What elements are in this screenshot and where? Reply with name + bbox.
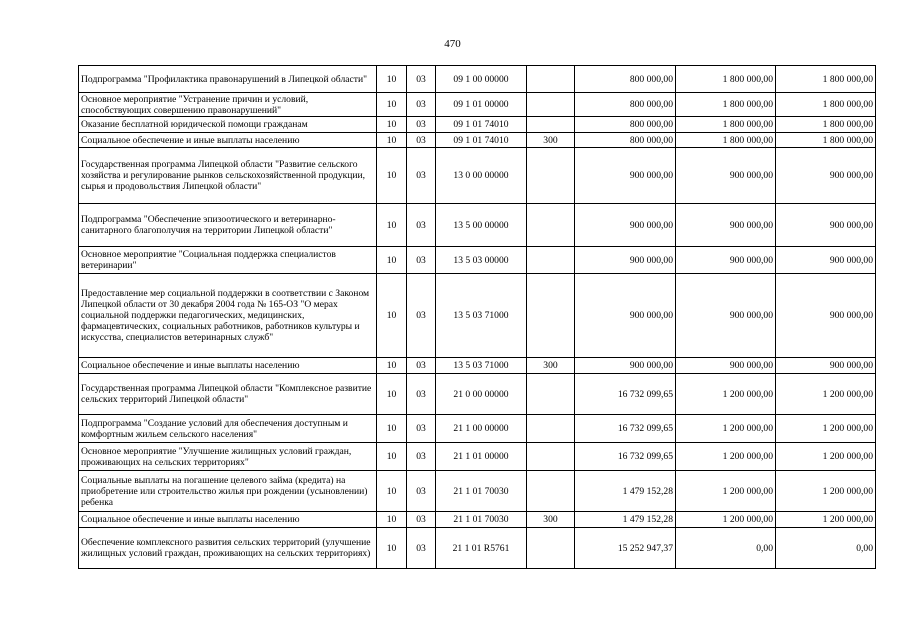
- amount-year-2: 1 200 000,00: [676, 443, 776, 471]
- subsection-code: 03: [407, 374, 436, 415]
- target-article-code: 13 5 00 00000: [436, 204, 527, 247]
- amount-year-3: 900 000,00: [776, 148, 876, 204]
- table-row: [79, 471, 876, 512]
- subsection-code: 03: [407, 117, 436, 133]
- subsection-code: 03: [407, 528, 436, 569]
- row-name: Подпрограмма "Профилактика правонарушений в Липецкой области": [79, 66, 377, 93]
- table-row: [79, 247, 876, 274]
- target-article-code: 13 5 03 00000: [436, 247, 527, 274]
- amount-year-1: 15 252 947,37: [575, 528, 676, 569]
- subsection-code: 03: [407, 204, 436, 247]
- amount-year-3: 1 200 000,00: [776, 443, 876, 471]
- amount-year-2: 1 800 000,00: [676, 93, 776, 117]
- row-name: Социальное обеспечение и иные выплаты населению: [79, 512, 377, 528]
- amount-year-3: 900 000,00: [776, 247, 876, 274]
- amount-year-3: 900 000,00: [776, 358, 876, 374]
- amount-year-2: 900 000,00: [676, 148, 776, 204]
- subsection-code: 03: [407, 133, 436, 148]
- subsection-code: 03: [407, 93, 436, 117]
- expense-type-code: 300: [527, 512, 575, 528]
- section-code: 10: [377, 148, 407, 204]
- row-name: Государственная программа Липецкой области "Развитие сельского хозяйства и регулирование рынков сельскохозяйственной продукции, сырья и продовольствия Липецкой области": [79, 148, 377, 204]
- row-name: Оказание бесплатной юридической помощи гражданам: [79, 117, 377, 133]
- amount-year-2: 900 000,00: [676, 247, 776, 274]
- page-number: 470: [444, 38, 461, 50]
- table-row: [79, 117, 876, 133]
- row-name: Государственная программа Липецкой области "Комплексное развитие сельских территорий Липецкой области": [79, 374, 377, 415]
- amount-year-1: 900 000,00: [575, 148, 676, 204]
- expense-type-code: [527, 274, 575, 358]
- target-article-code: 21 1 01 70030: [436, 512, 527, 528]
- amount-year-3: 900 000,00: [776, 204, 876, 247]
- amount-year-1: 16 732 099,65: [575, 415, 676, 443]
- amount-year-1: 800 000,00: [575, 66, 676, 93]
- target-article-code: 21 1 01 00000: [436, 443, 527, 471]
- amount-year-1: 800 000,00: [575, 133, 676, 148]
- row-name: Подпрограмма "Создание условий для обеспечения доступным и комфортным жильем сельского населения": [79, 415, 377, 443]
- amount-year-3: 1 200 000,00: [776, 374, 876, 415]
- section-code: 10: [377, 204, 407, 247]
- amount-year-2: 900 000,00: [676, 358, 776, 374]
- row-name: Предоставление мер социальной поддержки в соответствии с Законом Липецкой области от 30 декабря 2004 года № 165-ОЗ "О мерах социальной поддержки педагогических, медицинских, фармацевтических, социальных работников, работников культуры и искусства, специалистов ветеринарных служб": [79, 274, 377, 358]
- row-name: Обеспечение комплексного развития сельских территорий (улучшение жилищных условий граждан, проживающих на сельских территориях): [79, 528, 377, 569]
- subsection-code: 03: [407, 247, 436, 274]
- section-code: 10: [377, 133, 407, 148]
- amount-year-2: 1 200 000,00: [676, 374, 776, 415]
- expense-type-code: [527, 374, 575, 415]
- row-name: Социальные выплаты на погашение целевого займа (кредита) на приобретение или строительство жилья при рождении (усыновлении) ребенка: [79, 471, 377, 512]
- subsection-code: 03: [407, 471, 436, 512]
- row-name: Социальное обеспечение и иные выплаты населению: [79, 358, 377, 374]
- section-code: 10: [377, 443, 407, 471]
- amount-year-2: 1 200 000,00: [676, 512, 776, 528]
- amount-year-1: 16 732 099,65: [575, 443, 676, 471]
- table-row: [79, 274, 876, 358]
- expense-type-code: [527, 471, 575, 512]
- row-name: Основное мероприятие "Устранение причин и условий, способствующих совершению правонарушений": [79, 93, 377, 117]
- amount-year-3: 1 800 000,00: [776, 133, 876, 148]
- amount-year-1: 800 000,00: [575, 117, 676, 133]
- target-article-code: 21 1 00 00000: [436, 415, 527, 443]
- section-code: 10: [377, 471, 407, 512]
- table-row: [79, 93, 876, 117]
- amount-year-2: 900 000,00: [676, 274, 776, 358]
- section-code: 10: [377, 117, 407, 133]
- amount-year-3: 1 200 000,00: [776, 415, 876, 443]
- section-code: 10: [377, 358, 407, 374]
- target-article-code: 13 5 03 71000: [436, 358, 527, 374]
- subsection-code: 03: [407, 274, 436, 358]
- subsection-code: 03: [407, 148, 436, 204]
- section-code: 10: [377, 528, 407, 569]
- subsection-code: 03: [407, 512, 436, 528]
- amount-year-1: 16 732 099,65: [575, 374, 676, 415]
- table-row: [79, 358, 876, 374]
- amount-year-2: 1 800 000,00: [676, 117, 776, 133]
- expense-type-code: [527, 247, 575, 274]
- section-code: 10: [377, 93, 407, 117]
- section-code: 10: [377, 247, 407, 274]
- subsection-code: 03: [407, 358, 436, 374]
- amount-year-3: 1 200 000,00: [776, 471, 876, 512]
- target-article-code: 21 1 01 70030: [436, 471, 527, 512]
- subsection-code: 03: [407, 415, 436, 443]
- target-article-code: 09 1 00 00000: [436, 66, 527, 93]
- subsection-code: 03: [407, 443, 436, 471]
- amount-year-1: 800 000,00: [575, 93, 676, 117]
- amount-year-2: 1 200 000,00: [676, 471, 776, 512]
- amount-year-3: 900 000,00: [776, 274, 876, 358]
- amount-year-1: 900 000,00: [575, 358, 676, 374]
- section-code: 10: [377, 66, 407, 93]
- expense-type-code: [527, 93, 575, 117]
- table-row: [79, 443, 876, 471]
- row-name: Основное мероприятие "Улучшение жилищных условий граждан, проживающих на сельских территориях": [79, 443, 377, 471]
- target-article-code: 13 5 03 71000: [436, 274, 527, 358]
- amount-year-2: 0,00: [676, 528, 776, 569]
- expense-type-code: 300: [527, 133, 575, 148]
- target-article-code: 13 0 00 00000: [436, 148, 527, 204]
- table-row: [79, 66, 876, 93]
- row-name: Социальное обеспечение и иные выплаты населению: [79, 133, 377, 148]
- table-row: [79, 133, 876, 148]
- amount-year-1: 1 479 152,28: [575, 471, 676, 512]
- amount-year-2: 1 800 000,00: [676, 133, 776, 148]
- target-article-code: 21 1 01 R5761: [436, 528, 527, 569]
- amount-year-3: 1 800 000,00: [776, 66, 876, 93]
- amount-year-1: 900 000,00: [575, 274, 676, 358]
- subsection-code: 03: [407, 66, 436, 93]
- expense-type-code: [527, 117, 575, 133]
- target-article-code: 09 1 01 00000: [436, 93, 527, 117]
- table-row: [79, 528, 876, 569]
- amount-year-3: 1 800 000,00: [776, 93, 876, 117]
- expense-type-code: [527, 443, 575, 471]
- amount-year-1: 1 479 152,28: [575, 512, 676, 528]
- expense-type-code: [527, 148, 575, 204]
- section-code: 10: [377, 374, 407, 415]
- table-row: [79, 204, 876, 247]
- row-name: Подпрограмма "Обеспечение эпизоотического и ветеринарно-санитарного благополучия на территории Липецкой области": [79, 204, 377, 247]
- expense-type-code: [527, 528, 575, 569]
- amount-year-2: 1 800 000,00: [676, 66, 776, 93]
- amount-year-3: 1 800 000,00: [776, 117, 876, 133]
- table-row: [79, 374, 876, 415]
- expense-type-code: [527, 204, 575, 247]
- table-row: [79, 415, 876, 443]
- table-row: [79, 512, 876, 528]
- section-code: 10: [377, 415, 407, 443]
- table-row: [79, 148, 876, 204]
- amount-year-3: 1 200 000,00: [776, 512, 876, 528]
- target-article-code: 09 1 01 74010: [436, 133, 527, 148]
- amount-year-2: 900 000,00: [676, 204, 776, 247]
- amount-year-1: 900 000,00: [575, 247, 676, 274]
- target-article-code: 21 0 00 00000: [436, 374, 527, 415]
- row-name: Основное мероприятие "Социальная поддержка специалистов ветеринарии": [79, 247, 377, 274]
- budget-table: [78, 65, 876, 569]
- expense-type-code: [527, 66, 575, 93]
- expense-type-code: 300: [527, 358, 575, 374]
- section-code: 10: [377, 512, 407, 528]
- section-code: 10: [377, 274, 407, 358]
- amount-year-1: 900 000,00: [575, 204, 676, 247]
- expense-type-code: [527, 415, 575, 443]
- target-article-code: 09 1 01 74010: [436, 117, 527, 133]
- amount-year-2: 1 200 000,00: [676, 415, 776, 443]
- amount-year-3: 0,00: [776, 528, 876, 569]
